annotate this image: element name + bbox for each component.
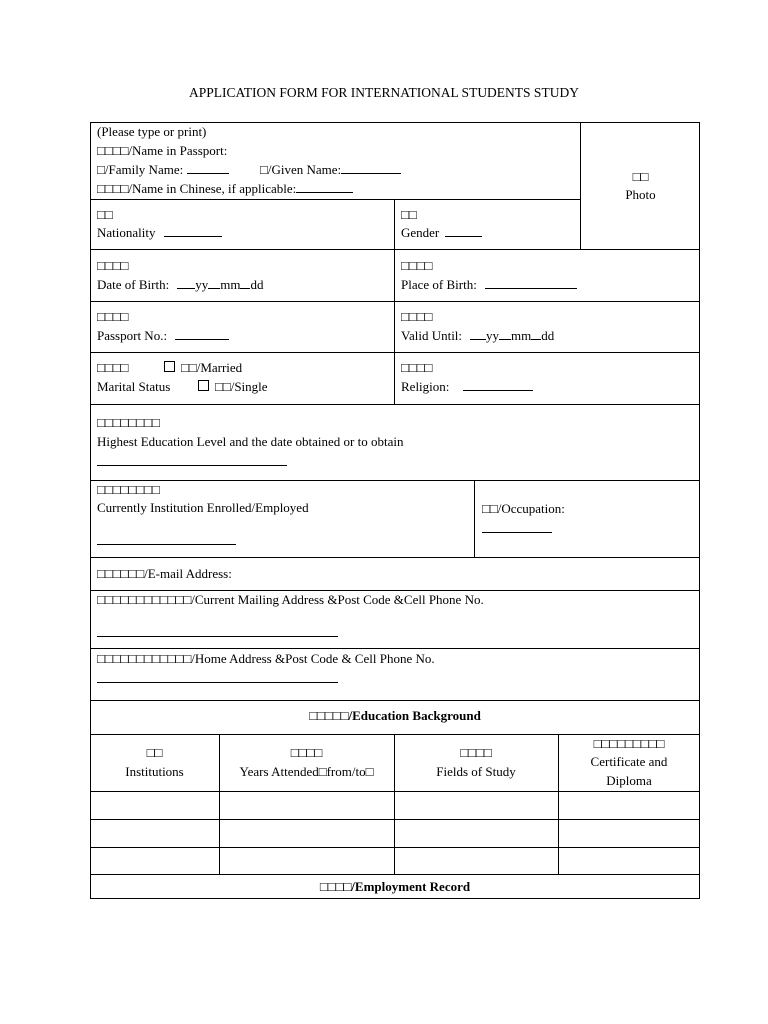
col-fields: Fields of Study (436, 764, 516, 779)
mailing-address-label: □□□□□□□□□□□□/Current Mailing Address &Post Code &Cell Phone No. (97, 592, 484, 607)
valid-until-field[interactable]: Valid Until: yy mm dd (401, 328, 555, 343)
passport-label-cn: □□□□ (97, 309, 129, 324)
photo-label-cn: □□ (632, 169, 649, 184)
occupation-label: □□/Occupation: (482, 501, 565, 516)
valid-until-label: Valid Until: (401, 328, 463, 343)
institution-label-cn: □□□□□□□□ (97, 482, 160, 497)
passport-label: Passport No.: (97, 328, 168, 343)
table-row[interactable] (91, 820, 699, 847)
married-label: □□/Married (181, 360, 243, 375)
dob-field[interactable]: Date of Birth: yy mm dd (97, 277, 264, 292)
chinese-name-label: □□□□/Name in Chinese, if applicable: (97, 181, 297, 196)
pob-label-cn: □□□□ (401, 258, 433, 273)
col-years-cn: □□□□ (290, 745, 323, 760)
type-or-print-note: (Please type or print) (97, 124, 207, 139)
gender-field[interactable] (401, 223, 482, 242)
marital-label-cn: □□□□ (97, 360, 129, 375)
photo-label: Photo (625, 187, 656, 202)
col-certificate: Certificate and (590, 754, 668, 769)
family-name-label: □/Family Name: (97, 162, 184, 177)
religion-label: Religion: (401, 379, 450, 394)
valid-until-label-cn: □□□□ (401, 309, 433, 324)
home-address-label: □□□□□□□□□□□□/Home Address &Post Code & Cell Phone No. (97, 651, 435, 666)
single-label: □□/Single (215, 379, 268, 394)
col-institutions-cn: □□ (146, 745, 163, 760)
home-address-input[interactable] (97, 682, 338, 683)
mailing-address-input[interactable] (97, 636, 338, 637)
married-checkbox[interactable] (164, 358, 242, 377)
col-institutions: Institutions (125, 764, 184, 779)
nationality-field[interactable] (97, 223, 222, 242)
religion-field[interactable] (401, 377, 533, 396)
family-name-field[interactable] (97, 160, 229, 179)
gender-label: Gender (401, 225, 440, 240)
education-heading: □□□□□/Education Background (309, 708, 481, 723)
table-row[interactable] (91, 848, 699, 874)
passport-field[interactable] (97, 326, 229, 345)
marital-label: Marital Status (97, 379, 171, 394)
pob-field[interactable] (401, 275, 577, 294)
table-row[interactable] (91, 792, 699, 819)
institution-label: Currently Institution Enrolled/Employed (97, 500, 309, 515)
nationality-label-cn: □□ (97, 207, 113, 222)
single-checkbox[interactable] (198, 377, 268, 396)
col-fields-cn: □□□□ (460, 745, 492, 760)
occupation-input[interactable] (482, 532, 552, 533)
given-name-field[interactable] (260, 160, 401, 179)
form-title: APPLICATION FORM FOR INTERNATIONAL STUDENTS STUDY (189, 85, 579, 100)
col-years: Years Attended□from/to□ (239, 764, 374, 779)
dob-label-cn: □□□□ (97, 258, 129, 273)
chinese-name-field[interactable] (97, 179, 353, 198)
employment-heading: □□□□/Employment Record (319, 879, 471, 894)
email-label: □□□□□□/E-mail Address: (97, 566, 232, 581)
dob-label: Date of Birth: (97, 277, 170, 292)
edu-level-label-cn: □□□□□□□□ (97, 415, 160, 430)
given-name-label: □/Given Name: (260, 162, 342, 177)
edu-level-input[interactable] (97, 465, 287, 466)
edu-level-label: Highest Education Level and the date obtained or to obtain (97, 434, 404, 449)
nationality-label: Nationality (97, 225, 156, 240)
institution-input[interactable] (97, 544, 236, 545)
gender-label-cn: □□ (401, 207, 417, 222)
name-in-passport-label: □□□□/Name in Passport: (97, 143, 228, 158)
col-certificate-cn: □□□□□□□□□ (593, 736, 665, 751)
col-certificate-line2: Diploma (606, 773, 652, 788)
pob-label: Place of Birth: (401, 277, 477, 292)
religion-label-cn: □□□□ (401, 360, 433, 375)
